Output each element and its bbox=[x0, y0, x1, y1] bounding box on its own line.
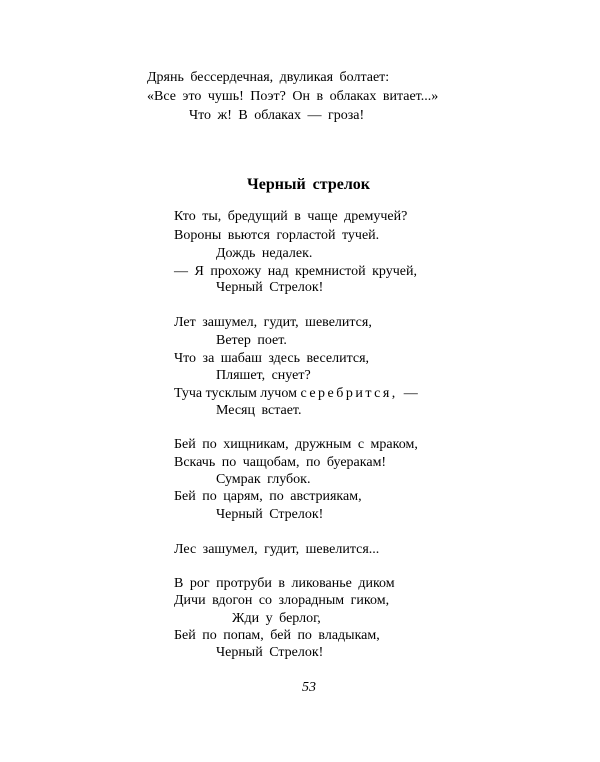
poem-line: Лет зашумел, гудит, шевелится, bbox=[174, 315, 372, 330]
poem-line: Жди у берлог, bbox=[232, 611, 321, 626]
poem-line: Дичи вдогон со злорадным гиком, bbox=[174, 593, 390, 608]
poem-line: Пляшет, снует? bbox=[216, 368, 311, 383]
poem-line-part: Туча тусклым лучом bbox=[174, 386, 297, 401]
poem-line: Бей по попам, бей по владыкам, bbox=[174, 628, 380, 643]
poem-line: Черный Стрелок! bbox=[216, 280, 324, 295]
poem-line: Вскачь по чащобам, по буеракам! bbox=[174, 455, 387, 470]
page-number: 53 bbox=[302, 680, 316, 695]
poem-line: Кто ты, бредущий в чаще дремучей? bbox=[174, 209, 408, 224]
poem-line: Черный Стрелок! bbox=[216, 507, 324, 522]
poem-line: «Все это чушь! Поэт? Он в облаках витает...» bbox=[147, 89, 439, 104]
poem-line: Лес зашумел, гудит, шевелится... bbox=[174, 542, 380, 557]
poem-line: Дождь недалек. bbox=[216, 246, 313, 261]
poem-line: Бей по царям, по австриякам, bbox=[174, 489, 362, 504]
poem-line: Что ж! В облаках — гроза! bbox=[189, 108, 365, 123]
poem-line-spaced-part: серебрится, — bbox=[300, 386, 421, 401]
poem-line: Черный Стрелок! bbox=[216, 645, 324, 660]
poem-line: Что за шабаш здесь веселится, bbox=[174, 351, 370, 366]
poem-line: Дрянь бессердечная, двуликая болтает: bbox=[147, 70, 390, 85]
poem-line: В рог протруби в ликованье диком bbox=[174, 576, 395, 591]
poem-line: Ветер поет. bbox=[216, 333, 287, 348]
poem-line: Месяц встает. bbox=[216, 403, 302, 418]
poem-line: — Я прохожу над кремнистой кручей, bbox=[174, 264, 417, 279]
poem-line: Вороны вьются горластой тучей. bbox=[174, 228, 380, 243]
poem-line: Сумрак глубок. bbox=[216, 472, 311, 487]
poem-title: Черный стрелок bbox=[247, 176, 371, 193]
poem-line bbox=[174, 385, 420, 403]
poem-line: Бей по хищникам, дружным с мраком, bbox=[174, 437, 418, 452]
